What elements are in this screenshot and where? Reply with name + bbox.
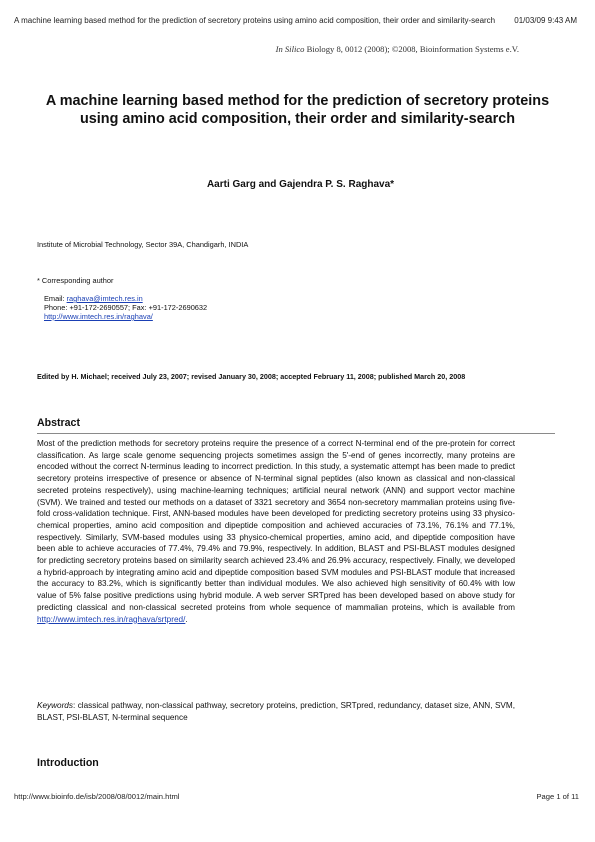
abstract-text xyxy=(37,438,515,625)
journal-name: In Silico xyxy=(275,44,305,54)
journal-citation xyxy=(276,44,519,54)
abstract-trailing: . xyxy=(185,614,188,624)
keywords-paragraph xyxy=(37,700,515,723)
keywords-label: Keywords xyxy=(37,701,73,710)
email-label: Email: xyxy=(44,294,67,303)
email-line xyxy=(44,294,207,303)
introduction-heading: Introduction xyxy=(37,757,99,769)
phone-fax-line: Phone: +91-172-2690557; Fax: +91-172-2690632 xyxy=(44,303,208,312)
abstract-body-text: Most of the prediction methods for secretory proteins require the presence of a correct N-terminal end of the pre-protein for correct classification. As large scale genome sequencing projects sometimes assign the 5'-end of genes incorrectly, many proteins are encoded without the correct N-terminus leading to incorrect prediction. In this study, a systematic attempt has been made to predict secretory proteins irrespective of presence or absence of N-terminal signal peptides (also known as classical and non-classical secreted proteins respectively), using machine-learning techniques; artificial neural network (ANN) and support vector machine (SVM). We trained and tested our methods on a dataset of 3321 secretory and 3654 non-secretory mammalian proteins using five-fold cross-validation technique. First, ANN-based modules have been developed for predicting secretory proteins using 33 physico-chemical properties, amino acid composition and dipeptide composition and achieved accuracies of 73.1%, 76.1% and 77.1%, respectively. Similarly, SVM-based modules using 33 physico-chemical properties, amino acid, and dipeptide composition have been able to achieve accuracies of 77.4%, 79.4% and 79.9%, respectively. In addition, BLAST and PSI-BLAST modules designed for predicting secretory proteins based on similarity search achieved 23.4% and 26.9% accuracy, respectively. Finally, we developed a hybrid-approach by integrating amino acid and dipeptide composition based SVM modules and PSI-BLAST module that increased the accuracy to 83.2%, which is significantly better than individual modules. We also achieved high sensitivity of 60.4% with low value of 5% false positive predictions using hybrid module. A web server SRTpred has been developed based on above study for predicting classical and non-classical secreted proteins from whole sequence of mammalian proteins, which is available from xyxy=(37,439,515,612)
abstract-heading: Abstract xyxy=(37,417,80,429)
contact-block xyxy=(44,294,207,321)
keywords-list: : classical pathway, non-classical pathway, secretory proteins, prediction, SRTpred, redundancy, dataset size, ANN, SVM, BLAST, PSI-BLAST, N-terminal sequence xyxy=(37,701,515,722)
article-title: A machine learning based method for the prediction of secretory proteins using amino acid composition, their order and similarity-search xyxy=(45,93,550,127)
email-link[interactable]: raghava@imtech.res.in xyxy=(66,294,143,303)
abstract-divider xyxy=(37,433,555,434)
print-footer-url: http://www.bioinfo.de/isb/2008/08/0012/main.html xyxy=(14,792,180,801)
print-footer-page: Page 1 of 11 xyxy=(536,792,579,801)
print-header-title: A machine learning based method for the prediction of secretory proteins using amino acid composition, their order and similarity-search xyxy=(14,16,496,25)
editorial-history: Edited by H. Michael; received July 23, 2007; revised January 30, 2008; accepted February 11, 2008; published March 20, 2008 xyxy=(37,372,466,381)
website-link[interactable]: http://www.imtech.res.in/raghava/ xyxy=(44,312,153,321)
srtpred-link[interactable]: http://www.imtech.res.in/raghava/srtpred/ xyxy=(37,614,186,624)
article-authors: Aarti Garg and Gajendra P. S. Raghava* xyxy=(206,179,395,190)
journal-citation-details: Biology 8, 0012 (2008); ©2008, Bioinformation Systems e.V. xyxy=(304,44,519,54)
affiliation: Institute of Microbial Technology, Sector 39A, Chandigarh, INDIA xyxy=(37,240,249,249)
corresponding-author-note: * Corresponding author xyxy=(37,276,114,285)
print-header-datetime: 01/03/09 9:43 AM xyxy=(514,16,577,25)
